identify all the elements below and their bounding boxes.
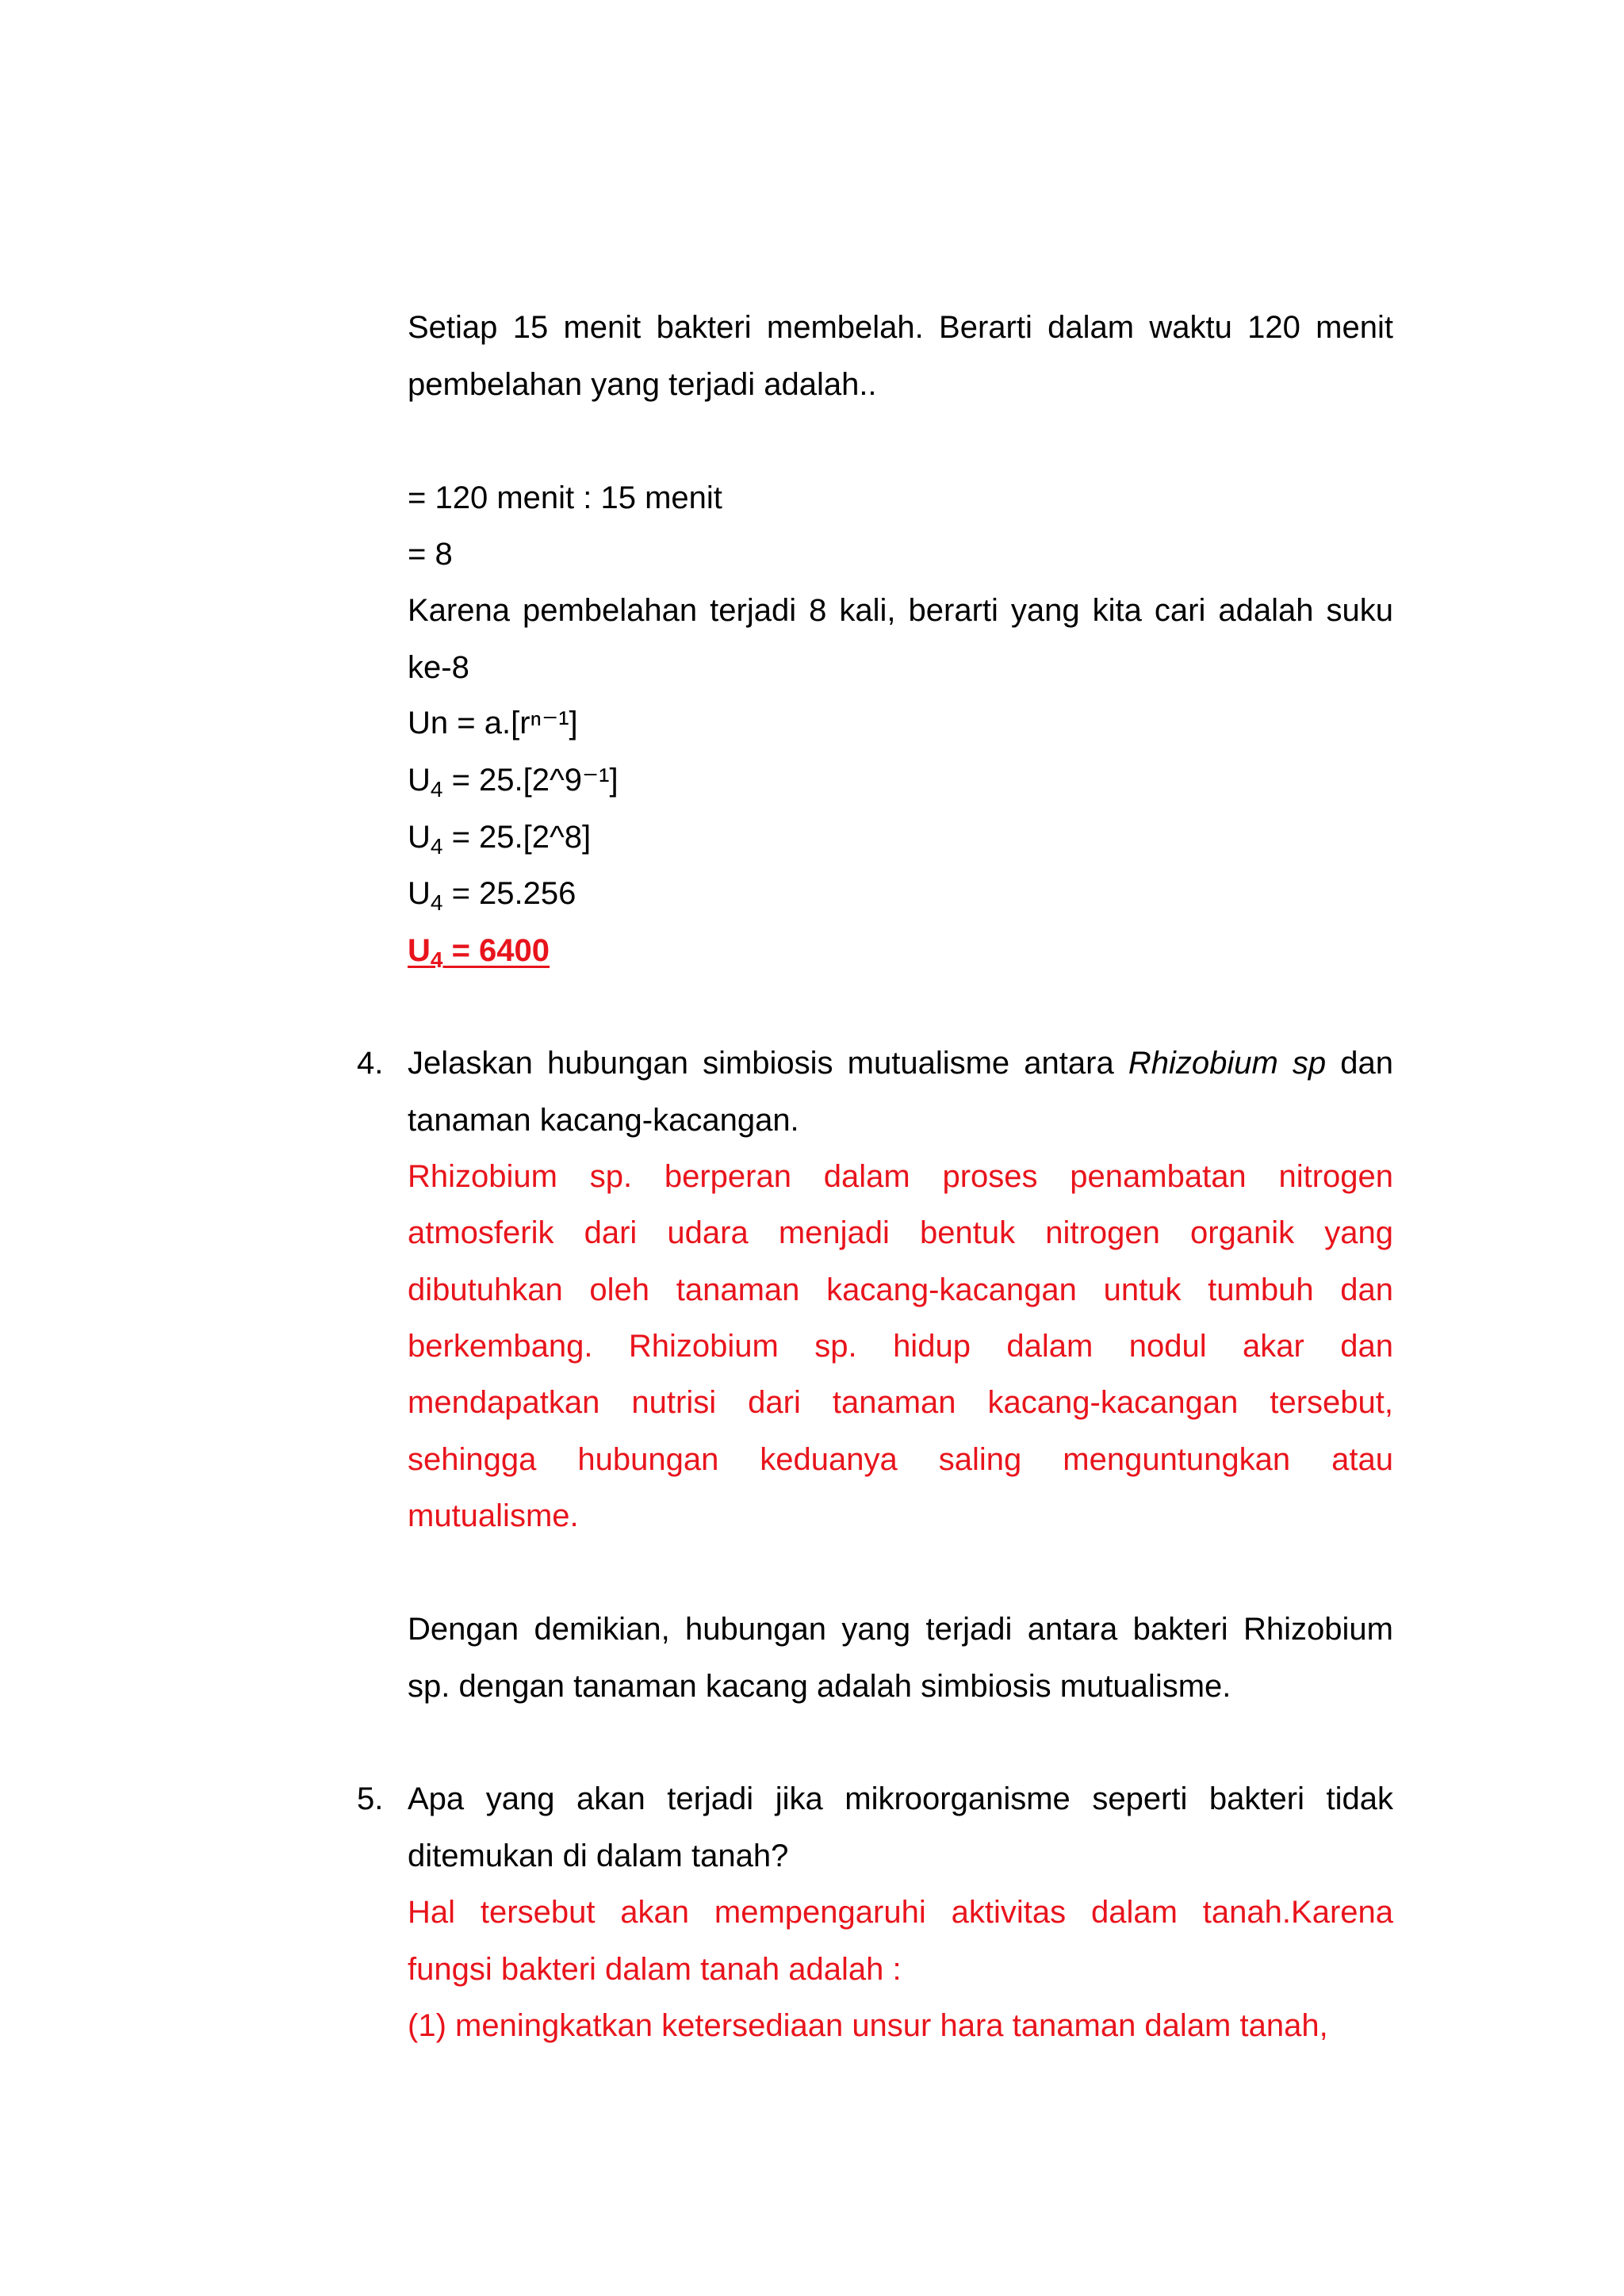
question-5-line-1: Apa yang akan terjadi jika mikroorganisme seperti bakteri tidak — [408, 1781, 1393, 1816]
result-text: = 6400 — [442, 933, 550, 968]
answer-4-line-2: atmosferik dari udara menjadi bentuk nitrogen organik yang — [408, 1215, 1393, 1250]
answer-4-line-4: berkembang. Rhizobium sp. hidup dalam nodul akar dan — [408, 1329, 1393, 1364]
equation-line-2 — [408, 815, 591, 859]
conclusion-line-1: Dengan demikian, hubungan yang terjadi antara bakteri Rhizobium — [408, 1612, 1393, 1647]
question-4-line-2: tanaman kacang-kacangan. — [408, 1103, 799, 1138]
question-4-species: Rhizobium sp — [1128, 1046, 1327, 1081]
u-subscript: 4 — [430, 777, 443, 802]
question-4-number: 4. — [357, 1046, 384, 1081]
intro-line-2: pembelahan yang terjadi adalah.. — [408, 367, 877, 402]
equation-line-1 — [408, 758, 619, 802]
conclusion-line-2: sp. dengan tanaman kacang adalah simbiosis mutualisme. — [408, 1669, 1231, 1704]
u-subscript: 4 — [430, 834, 443, 859]
question-5-number: 5. — [357, 1781, 384, 1816]
answer-4-line-5: mendapatkan nutrisi dari tanaman kacang-kacangan tersebut, — [408, 1385, 1393, 1420]
answer-4-line-7: mutualisme. — [408, 1498, 579, 1533]
question-5-line-2: ditemukan di dalam tanah? — [408, 1839, 789, 1873]
intro-line-1: Setiap 15 menit bakteri membelah. Berarti dalam waktu 120 menit — [408, 310, 1393, 345]
result-line — [408, 928, 550, 973]
question-4-text-pre: Jelaskan hubungan simbiosis mutualisme antara — [408, 1046, 1128, 1081]
u-symbol: U — [408, 763, 431, 798]
u-symbol: U — [408, 933, 431, 968]
reason-line-1: Karena pembelahan terjadi 8 kali, berarti yang kita cari adalah suku — [408, 593, 1393, 628]
equation-3-text: = 25.256 — [442, 876, 576, 911]
equation-2-text: = 25.[2^8] — [442, 820, 592, 855]
answer-5-line-1: Hal tersebut akan mempengaruhi aktivitas dalam tanah.Karena — [408, 1895, 1393, 1930]
u-symbol: U — [408, 876, 431, 911]
u-subscript: 4 — [430, 947, 443, 972]
reason-line-2: ke-8 — [408, 650, 469, 685]
answer-5-line-3: (1) meningkatkan ketersediaan unsur hara tanaman dalam tanah, — [408, 2008, 1328, 2043]
question-4-text-post: dan — [1326, 1046, 1393, 1081]
formula-line: Un = a.[rⁿ⁻¹] — [408, 706, 578, 740]
question-4-line-1 — [408, 1041, 1393, 1085]
answer-4-line-3: dibutuhkan oleh tanaman kacang-kacangan untuk tumbuh dan — [408, 1272, 1393, 1307]
equation-1-text: = 25.[2^9⁻¹] — [442, 763, 619, 798]
answer-4-line-1: Rhizobium sp. berperan dalam proses penambatan nitrogen — [408, 1159, 1393, 1194]
calc-step-1: = 120 menit : 15 menit — [408, 480, 722, 515]
u-subscript: 4 — [430, 890, 443, 915]
calc-step-2: = 8 — [408, 537, 453, 572]
answer-4-line-6: sehingga hubungan keduanya saling menguntungkan atau — [408, 1442, 1393, 1477]
equation-line-3 — [408, 871, 576, 916]
u-symbol: U — [408, 820, 431, 855]
answer-5-line-2: fungsi bakteri dalam tanah adalah : — [408, 1952, 902, 1987]
